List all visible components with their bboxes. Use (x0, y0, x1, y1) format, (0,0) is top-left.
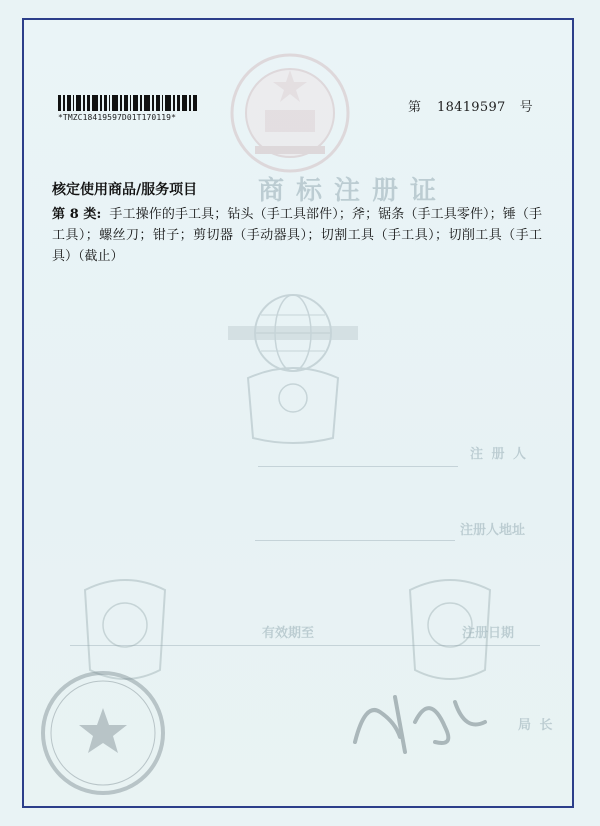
registrant-address-line (255, 540, 455, 541)
issuer-label: 局 长 (518, 718, 555, 733)
goods-class: 第 8 类: (52, 207, 102, 222)
right-seal-watermark-icon (395, 570, 505, 690)
section-title: 核定使用商品/服务项目 (52, 182, 198, 198)
registrant-value-line (258, 466, 458, 467)
director-signature-icon (345, 682, 495, 762)
registration-number: 18419597 (437, 100, 506, 115)
registration-number-line (408, 96, 533, 115)
registrant-label: 注 册 人 (470, 447, 529, 462)
barcode-icon (58, 95, 198, 111)
barcode-caption: *TMZC18419597D01T170119* (58, 113, 176, 122)
registration-suffix: 号 (519, 100, 533, 115)
goods-list (52, 204, 542, 267)
official-round-stamp-icon (38, 668, 168, 798)
globe-seal-watermark-icon (228, 288, 358, 448)
registration-prefix: 第 (408, 100, 422, 115)
national-emblem-icon (225, 48, 355, 178)
valid-period-label: 有效期至 (262, 626, 315, 641)
goods-items: 手工操作的手工具；钻头（手工具部件）；斧；锯条（手工具零件）；锤（手工具）；螺丝刀；钳子；剪切器（手动器具）；切割工具（手工具）；切削工具（手工具）（截止） (52, 207, 542, 264)
registration-date-label: 注册日期 (462, 626, 515, 641)
header-title-watermark: 商标注册证 (258, 176, 449, 206)
registrant-address-label: 注册人地址 (460, 523, 526, 538)
